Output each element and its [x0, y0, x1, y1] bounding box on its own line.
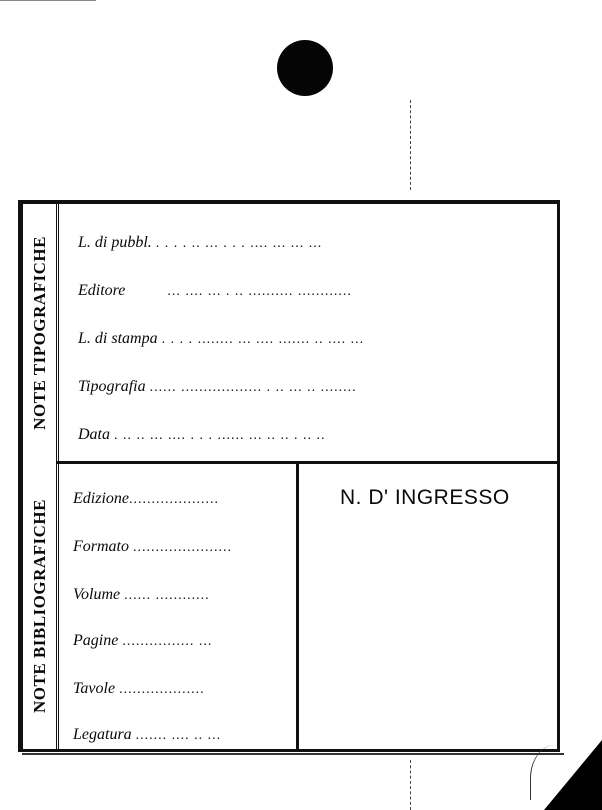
field-label: Pagine — [73, 632, 119, 649]
numero-ingresso-label: N. D' INGRESSO — [340, 486, 510, 509]
punched-hole — [277, 40, 333, 96]
field-tipografia — [78, 378, 357, 396]
page-curl-shadow — [544, 740, 602, 810]
field-data — [78, 426, 326, 444]
field-label: Edizione — [73, 490, 129, 507]
field-dots: . .. .. ... .... . . . ...... ... .. .. . .. .. — [114, 428, 326, 443]
field-dots: .................... — [129, 492, 219, 507]
field-dots: ...................... — [133, 540, 232, 555]
field-label: L. di pubbl. — [78, 234, 152, 251]
field-legatura — [73, 726, 221, 744]
fold-line-top — [410, 100, 411, 190]
note-bibliografiche-label: NOTE BIBLIOGRAFICHE — [29, 499, 49, 714]
label-column-divider — [56, 204, 59, 749]
ingresso-divider — [296, 464, 299, 749]
field-label: Data — [78, 426, 110, 443]
field-label: L. di stampa — [78, 330, 158, 347]
field-dots: ................... — [119, 682, 205, 697]
field-formato — [73, 538, 232, 556]
field-dots: ....... .... .. ... — [135, 728, 222, 743]
field-luogo-stampa — [78, 330, 364, 348]
field-edizione — [73, 490, 219, 508]
card-bottom-rule — [22, 753, 564, 755]
field-luogo-pubblicazione — [78, 234, 322, 252]
field-label: Tavole — [73, 680, 116, 697]
field-dots: ................ ... — [122, 634, 213, 649]
field-label: Editore — [78, 282, 126, 299]
field-dots: . . . . .. ... . . . .... ... ... ... — [155, 236, 323, 251]
field-dots: ... .... ... . .. .......... ............ — [167, 284, 352, 299]
field-dots: ...... ............ — [124, 588, 210, 603]
section-divider — [56, 461, 557, 464]
field-dots: . . . . ........ ... .... ....... .. .... ... — [161, 332, 365, 347]
field-dots: ...... .................. . .. ... .. ........ — [149, 380, 357, 395]
field-label: Formato — [73, 538, 129, 555]
field-label: Tipografia — [78, 378, 146, 395]
field-pagine — [73, 632, 212, 650]
catalog-card — [18, 200, 560, 752]
field-label: Volume — [73, 586, 121, 603]
note-bibliografiche-label-box — [23, 464, 56, 749]
field-tavole — [73, 680, 205, 698]
fold-line-bottom — [410, 760, 411, 810]
field-label: Legatura — [73, 726, 132, 743]
note-tipografiche-label: NOTE TIPOGRAFICHE — [29, 235, 49, 430]
note-tipografiche-label-box — [23, 204, 56, 461]
field-volume — [73, 586, 210, 604]
field-editore — [78, 282, 352, 300]
card-top-edge — [0, 0, 96, 1]
